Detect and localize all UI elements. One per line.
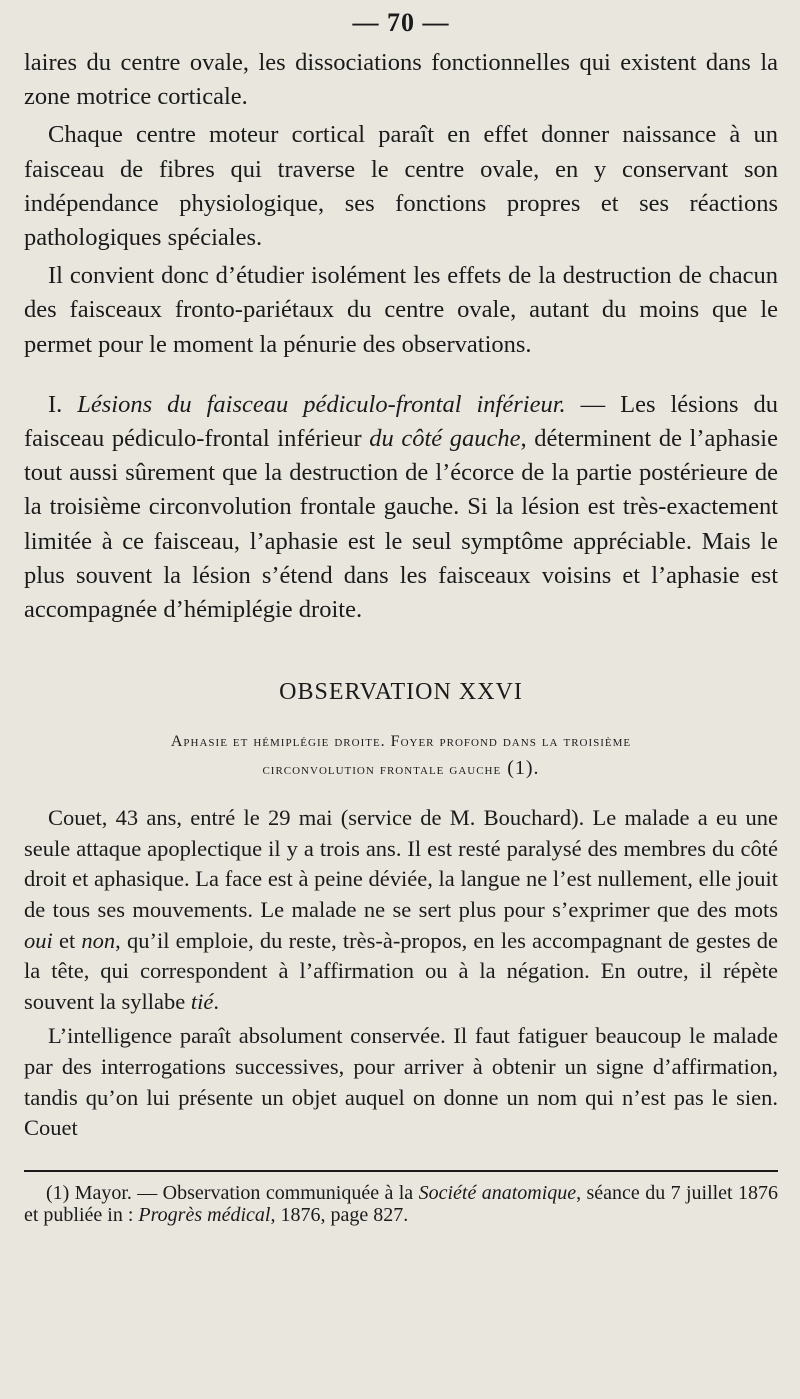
observation-subtitle-line1: Aphasie et hémiplégie droite. Foyer profond dans la troisième (170, 733, 632, 751)
observation-text-b: , qu’il emploie, du reste, très-à-propos, en les accompagnant de gestes de la tête, qui correspondent à l’affirmation ou à la négation. En outre, il répète souvent la syllabe (24, 927, 778, 1014)
footnote-divider (24, 1170, 778, 1172)
section-one-paragraph (24, 388, 778, 627)
observation-subtitle-line2: circonvolution frontale gauche (262, 761, 502, 779)
word-oui: oui (24, 927, 53, 953)
footnote-reference: (1). (501, 757, 540, 780)
word-tie: tié (190, 988, 214, 1014)
word-et: et (52, 927, 82, 953)
observation-paragraph-patient (24, 803, 778, 1017)
paragraph-motor-centers: Chaque centre moteur cortical paraît en effet donner naissance à un faisceau de fibres qui traverse le centre ovale, en y conservant son indépendance physiologique, ses fonctions propres et ses réactions pathologiques spéciales. (24, 121, 778, 252)
footnote-text-b: , séance du 7 juillet 1876 et publiée in : (24, 1181, 778, 1226)
observation-paragraph-intelligence: L’intelligence paraît absolument conservée. Il faut fatiguer beaucoup le malade par des interrogations successives, pour arriver à obtenir un signe d’affirmation, tandis qu’on lui présente un objet auquel on donne un nom qui n’est pas le sien. Couet (24, 1023, 778, 1141)
observation-text-c: . (213, 988, 219, 1014)
section-heading: Lésions du faisceau pédiculo-frontal inférieur. (77, 390, 566, 418)
footnote-journal: Progrès médical (138, 1203, 271, 1226)
section-number: I. (48, 390, 78, 418)
observation-subtitle (24, 729, 778, 783)
footnote (24, 1182, 778, 1226)
side-emphasis: du côté gauche (369, 425, 521, 453)
word-non: non (81, 927, 116, 953)
footnote-society: Société anatomique (418, 1181, 577, 1204)
observation-text-a: Couet, 43 ans, entré le 29 mai (service de M. Bouchard). Le malade a eu une seule attaque apoplectique il y a trois ans. Il est resté paralysé des membres du côté droit et aphasique. La face est à peine déviée, la langue ne l’est nullement, elle jouit de tous ses mouvements. Le malade ne se sert plus pour s’exprimer que des mots (24, 805, 778, 923)
section-text-body: , déterminent de l’aphasie tout aussi sûrement que la destruction de l’écorce de la partie postérieure de la troisième circonvolution frontale gauche. Si la lésion est très-exactement limitée à ce faisceau, l’aphasie est le seul symptôme appréciable. Mais le plus souvent la lésion s’étend dans les faisceaux voisins et l’aphasie est accompagnée d’hémiplégie droite. (24, 425, 778, 624)
observation-title: OBSERVATION XXVI (279, 679, 523, 706)
paragraph-study-lesions: Il convient donc d’étudier isolément les effets de la destruction de chacun des faisceaux fronto-pariétaux du centre ovale, autant du moins que le permet pour le moment la pénurie des observations. (24, 262, 778, 358)
paragraph-continuation: laires du centre ovale, les dissociations fonctionnelles qui existent dans la zone motrice corticale. (24, 49, 778, 111)
footnote-text-c: , 1876, page 827. (270, 1203, 409, 1226)
section-text-intro: — Les lésions du faisceau pédiculo-frontal inférieur (24, 390, 778, 453)
page-number: — 70 — (352, 8, 450, 37)
footnote-text-a: (1) Mayor. — Observation communiquée à la (46, 1181, 419, 1204)
